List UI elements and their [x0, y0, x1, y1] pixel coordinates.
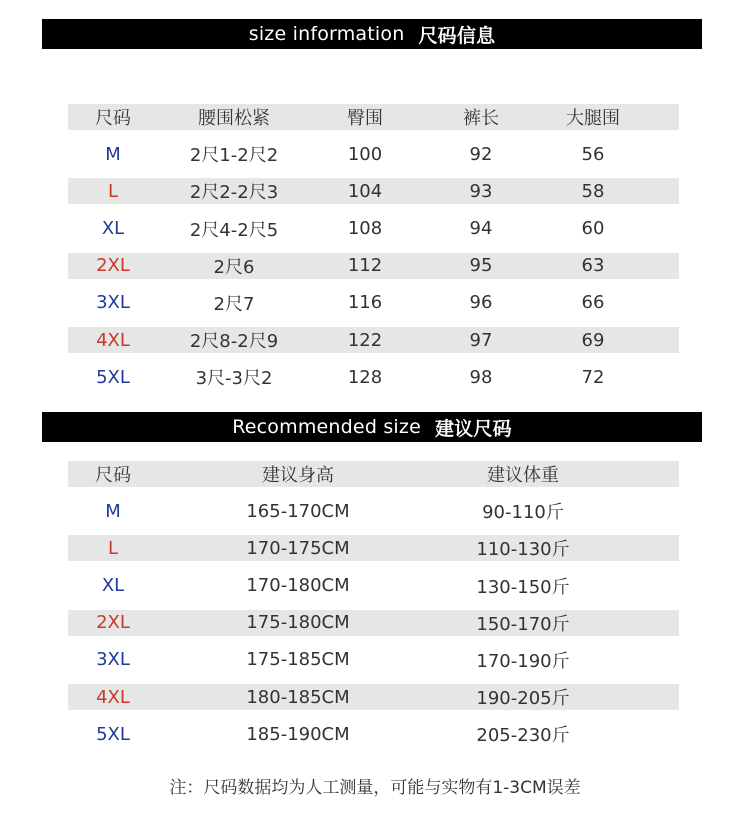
height-value: 185-190CM — [246, 723, 350, 745]
size-label: 5XL — [96, 723, 130, 745]
hip-value: 116 — [347, 292, 383, 314]
height-value: 175-180CM — [246, 612, 350, 634]
weight-value: 110-130斤 — [476, 539, 570, 561]
table-row — [68, 141, 679, 167]
thigh-value: 66 — [581, 292, 605, 314]
length-value: 96 — [469, 292, 493, 314]
height-value: 170-180CM — [246, 575, 350, 597]
header-height: 建议身高 — [262, 465, 334, 486]
thigh-value: 58 — [581, 180, 605, 202]
length-value: 94 — [469, 218, 493, 240]
table-row — [68, 290, 679, 316]
header-thigh: 大腿围 — [566, 108, 620, 129]
height-value: 165-170CM — [246, 500, 350, 522]
hip-value: 104 — [347, 180, 383, 202]
hip-value: 122 — [347, 329, 383, 351]
recommended-size-banner — [42, 412, 702, 442]
size-label: XL — [101, 575, 125, 597]
height-value: 175-185CM — [246, 649, 350, 671]
size-label: M — [105, 500, 121, 522]
size-label: 3XL — [96, 649, 130, 671]
weight-value: 150-170斤 — [476, 613, 570, 635]
size-label: XL — [101, 218, 125, 240]
rec-table-header — [68, 461, 679, 487]
table-row — [68, 721, 679, 747]
table-row — [68, 498, 679, 524]
size-label: L — [107, 180, 119, 202]
waist-value: 2尺6 — [213, 256, 255, 278]
hip-value: 100 — [347, 143, 383, 165]
banner-title-en: Recommended size — [232, 416, 421, 438]
height-value: 170-175CM — [246, 537, 350, 559]
recommended-size-table — [68, 461, 679, 759]
weight-value: 90-110斤 — [482, 502, 564, 524]
thigh-value: 56 — [581, 143, 605, 165]
size-label: 2XL — [96, 612, 130, 634]
weight-value: 190-205斤 — [476, 688, 570, 710]
header-length: 裤长 — [463, 108, 499, 129]
height-value: 180-185CM — [246, 686, 350, 708]
size-label: 4XL — [96, 329, 130, 351]
table-row — [68, 327, 679, 353]
size-table — [68, 104, 679, 402]
size-information-banner — [42, 19, 702, 49]
measurement-footnote: 注：尺码数据均为人工测量，可能与实物有1-3CM误差 — [169, 778, 581, 798]
waist-value: 2尺7 — [213, 293, 255, 315]
waist-value: 2尺8-2尺9 — [189, 331, 279, 353]
length-value: 98 — [469, 366, 493, 388]
size-label: L — [107, 537, 119, 559]
table-row — [68, 364, 679, 390]
thigh-value: 60 — [581, 218, 605, 240]
table-row — [68, 573, 679, 599]
thigh-value: 69 — [581, 329, 605, 351]
table-row — [68, 684, 679, 710]
banner-title-en: size information — [248, 23, 405, 45]
size-label: 5XL — [96, 366, 130, 388]
weight-value: 170-190斤 — [476, 650, 570, 672]
size-table-header — [68, 104, 679, 130]
waist-value: 3尺-3尺2 — [195, 368, 273, 390]
header-waist: 腰围松紧 — [198, 108, 270, 129]
table-row — [68, 178, 679, 204]
length-value: 92 — [469, 143, 493, 165]
hip-value: 128 — [347, 366, 383, 388]
hip-value: 108 — [347, 218, 383, 240]
length-value: 95 — [469, 255, 493, 277]
header-size: 尺码 — [95, 465, 131, 486]
length-value: 97 — [469, 329, 493, 351]
thigh-value: 72 — [581, 366, 605, 388]
waist-value: 2尺4-2尺5 — [189, 219, 279, 241]
weight-value: 130-150斤 — [476, 576, 570, 598]
waist-value: 2尺2-2尺3 — [189, 182, 279, 204]
header-hip: 臀围 — [347, 108, 383, 129]
table-row — [68, 253, 679, 279]
size-label: 4XL — [96, 686, 130, 708]
header-size: 尺码 — [95, 108, 131, 129]
banner-title-zh: 建议尺码 — [434, 417, 512, 440]
size-label: 2XL — [96, 255, 130, 277]
table-row — [68, 216, 679, 242]
header-weight: 建议体重 — [487, 465, 559, 486]
table-row — [68, 610, 679, 636]
length-value: 93 — [469, 180, 493, 202]
thigh-value: 63 — [581, 255, 605, 277]
weight-value: 205-230斤 — [476, 725, 570, 747]
size-label: 3XL — [96, 292, 130, 314]
table-row — [68, 647, 679, 673]
hip-value: 112 — [347, 255, 383, 277]
waist-value: 2尺1-2尺2 — [189, 145, 279, 167]
size-label: M — [105, 143, 121, 165]
banner-title-zh: 尺码信息 — [418, 24, 496, 47]
table-row — [68, 535, 679, 561]
